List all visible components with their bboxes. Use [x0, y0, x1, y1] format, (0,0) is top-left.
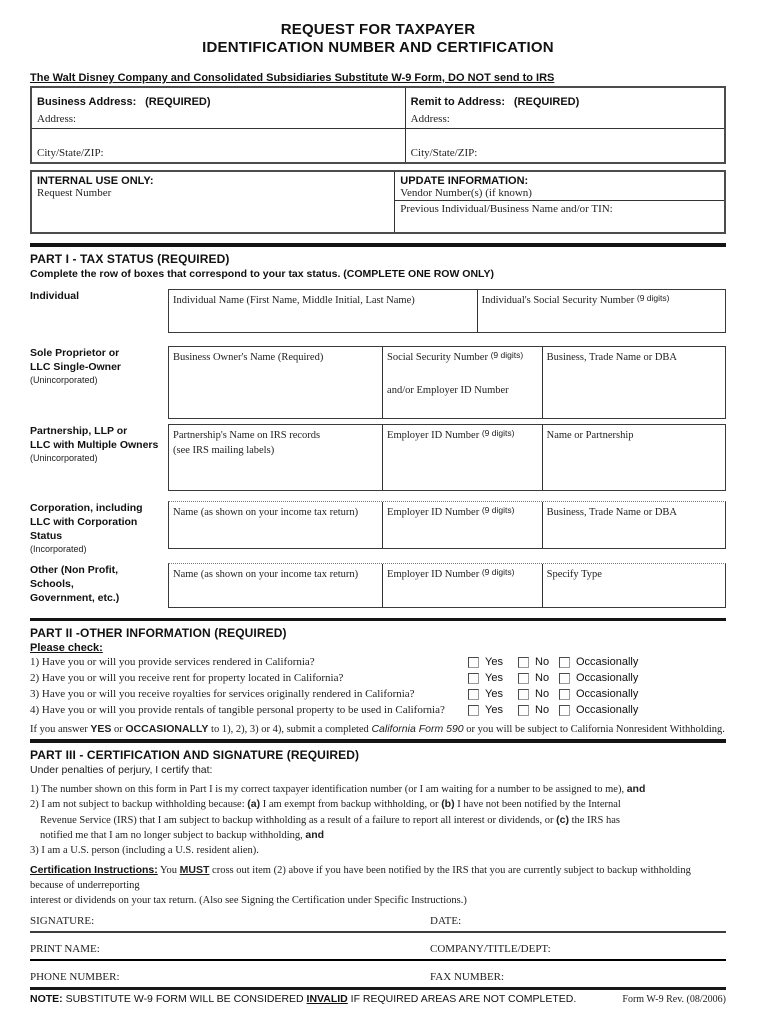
q4-occasionally-label: Occasionally: [576, 704, 639, 716]
remit-address-field-label: Address:: [410, 113, 450, 125]
partnership-name-cell[interactable]: Partnership's Name on IRS records (see IRS mailing labels): [169, 425, 383, 490]
remit-address-label: Remit to Address:: [410, 96, 505, 108]
footer-note: NOTE: SUBSTITUTE W-9 FORM WILL BE CONSIDERED INVALID IF REQUIRED AREAS ARE NOT COMPLETED.: [30, 993, 577, 1005]
individual-name-cell[interactable]: Individual Name (First Name, Middle Initial, Last Name): [169, 290, 478, 332]
part1-subheading: Complete the row of boxes that correspond to your tax status. (COMPLETE ONE ROW ONLY): [30, 267, 494, 280]
internal-use-table: [30, 170, 726, 234]
internal-use-cell[interactable]: [32, 172, 395, 232]
other-name-cell[interactable]: Name (as shown on your income tax return): [169, 564, 383, 607]
ein-digits-note: (9 digits): [481, 427, 515, 438]
ssn-digits-note: (9 digits): [636, 292, 670, 303]
other-ein-cell[interactable]: Employer ID Number (9 digits): [383, 564, 543, 607]
remit-address-cell[interactable]: [406, 88, 724, 129]
company-title-dept-label: COMPANY/TITLE/DEPT:: [430, 943, 551, 955]
q1-no-label: No: [535, 656, 550, 668]
q3-no-label: No: [535, 688, 550, 700]
part1-row-sole-proprietor: [30, 346, 726, 419]
certification-instructions: Certification Instructions: You MUST cross out item (2) above if you have been notified by the IRS that you are currently subject to backup withholding because of underreporting interest or dividends on your tax return. (Also see Signing the Certification under Specific Instructions.): [30, 864, 691, 906]
form-revision-label: Form W-9 Rev. (08/2006): [622, 994, 726, 1005]
q2-yes-label: Yes: [485, 672, 503, 684]
form-title: [30, 0, 726, 57]
partnership-alt-name-cell[interactable]: Name or Partnership: [546, 429, 634, 441]
date-label: DATE:: [430, 915, 462, 927]
corporation-dba-cell[interactable]: Business, Trade Name or DBA: [546, 506, 677, 518]
q3-occasionally-label: Occasionally: [576, 688, 639, 700]
remit-city-cell[interactable]: [406, 129, 724, 162]
previous-name-label: Previous Individual/Business Name and/or TIN:: [400, 203, 613, 215]
certification-item-2: 2) I am not subject to backup withholding because: (a) I am exempt from backup withholding, or (b) I have not been notified by the Internal: [30, 798, 621, 810]
sole-label-2: LLC Single-Owner: [30, 360, 122, 373]
print-name-row[interactable]: [30, 933, 726, 961]
sole-owner-name-cell[interactable]: Business Owner's Name (Required): [169, 347, 383, 418]
q3-no-checkbox[interactable]: [518, 689, 529, 700]
question-4-text: 4) Have you or will you provide rentals of tangible personal property to be used in California?: [30, 704, 445, 716]
california-form-590-ref: California Form 590: [371, 723, 464, 735]
business-address-required: (REQUIRED): [145, 96, 211, 108]
question-row-4: [30, 702, 726, 718]
signature-label: SIGNATURE:: [30, 915, 95, 927]
corporation-label-1: Corporation, including: [30, 501, 143, 514]
section-divider: [30, 243, 726, 247]
q3-yes-label: Yes: [485, 688, 503, 700]
question-row-1: [30, 654, 726, 670]
part1-row-partnership: [30, 424, 726, 491]
footer-note-row: [30, 990, 726, 1005]
q2-no-label: No: [535, 672, 550, 684]
q1-occasionally-label: Occasionally: [576, 656, 639, 668]
question-3-text: 3) Have you or will you receive royalties for services originally rendered in California?: [30, 688, 415, 700]
corporation-ein-cell[interactable]: Employer ID Number (9 digits): [383, 502, 543, 548]
invalid-emphasis: INVALID: [306, 993, 348, 1005]
question-row-2: [30, 670, 726, 686]
partnership-ein-cell[interactable]: Employer ID Number (9 digits): [383, 425, 543, 490]
part1-row-corporation: [30, 501, 726, 555]
question-1-text: 1) Have you or will you provide services rendered in California?: [30, 656, 315, 668]
question-row-3: [30, 686, 726, 702]
partnership-label-2: LLC with Multiple Owners: [30, 438, 159, 451]
sole-note: (Unincorporated): [30, 374, 98, 385]
q4-no-checkbox[interactable]: [518, 705, 529, 716]
certification-items: [30, 782, 726, 859]
internal-use-label: INTERNAL USE ONLY:: [37, 175, 154, 187]
partnership-note: (Unincorporated): [30, 452, 98, 463]
q1-yes-label: Yes: [485, 656, 503, 668]
signature-row[interactable]: [30, 915, 726, 933]
certification-item-1: 1) The number shown on this form in Part I is my correct taxpayer identification number (or I am waiting for a number to be assigned to me), and: [30, 782, 646, 795]
business-address-field-label: Address:: [37, 113, 77, 125]
vendor-number-label: Vendor Number(s) (if known): [400, 187, 532, 199]
ssn-digits-note: (9 digits): [490, 349, 524, 360]
sole-label-1: Sole Proprietor or: [30, 346, 120, 359]
disney-subtitle: The Walt Disney Company and Consolidated Subsidiaries Substitute W-9 Form, DO NOT send to IRS: [30, 72, 555, 84]
q3-yes-checkbox[interactable]: [468, 689, 479, 700]
individual-label: Individual: [30, 289, 80, 302]
remit-address-required: (REQUIRED): [513, 96, 580, 108]
q1-occasionally-checkbox[interactable]: [559, 657, 570, 668]
q3-occasionally-checkbox[interactable]: [559, 689, 570, 700]
ein-digits-note: (9 digits): [481, 504, 515, 515]
please-check-label: Please check:: [30, 642, 103, 654]
sole-dba-cell[interactable]: Business, Trade Name or DBA: [546, 351, 677, 363]
q4-yes-checkbox[interactable]: [468, 705, 479, 716]
phone-fax-row[interactable]: [30, 961, 726, 990]
update-info-cell: [395, 172, 724, 232]
q4-yes-label: Yes: [485, 704, 503, 716]
sole-ssn-ein-cell[interactable]: Social Security Number (9 digits) and/or Employer ID Number: [383, 347, 543, 418]
form-title-line1: REQUEST FOR TAXPAYER: [280, 21, 476, 38]
individual-ssn-cell[interactable]: Individual's Social Security Number (9 digits): [481, 292, 670, 306]
ein-digits-note: (9 digits): [481, 566, 515, 577]
corporation-name-cell[interactable]: Name (as shown on your income tax return): [169, 502, 383, 548]
update-info-label: UPDATE INFORMATION:: [400, 175, 529, 187]
other-specify-type-cell[interactable]: Specify Type: [546, 568, 602, 580]
other-label-1: Other (Non Profit, Schools,: [30, 563, 119, 590]
q4-occasionally-checkbox[interactable]: [559, 705, 570, 716]
corporation-note: (Incorporated): [30, 543, 87, 554]
business-address-cell[interactable]: [32, 88, 406, 129]
request-number-label: Request Number: [37, 187, 112, 199]
business-city-label: City/State/ZIP:: [37, 147, 104, 159]
part1-row-other: [30, 563, 726, 608]
certification-item-2-cont2: notified me that I am no longer subject to backup withholding, and: [40, 829, 325, 841]
fax-number-label: FAX NUMBER:: [430, 971, 505, 983]
partnership-label-1: Partnership, LLP or: [30, 424, 128, 437]
vendor-number-cell[interactable]: [395, 172, 724, 201]
form-title-line2: IDENTIFICATION NUMBER AND CERTIFICATION: [202, 39, 554, 56]
address-table: [30, 86, 726, 164]
question-2-text: 2) Have you or will you receive rent for property located in California?: [30, 672, 344, 684]
q2-yes-checkbox[interactable]: [468, 673, 479, 684]
q2-occasionally-label: Occasionally: [576, 672, 639, 684]
part2-heading: PART II -OTHER INFORMATION (REQUIRED): [30, 626, 287, 640]
q1-yes-checkbox[interactable]: [468, 657, 479, 668]
remit-city-label: City/State/ZIP:: [410, 147, 478, 159]
business-city-cell[interactable]: [32, 129, 406, 162]
part1-row-individual: [30, 289, 726, 333]
part1-heading: PART I - TAX STATUS (REQUIRED): [30, 251, 230, 266]
q2-no-checkbox[interactable]: [518, 673, 529, 684]
section-divider: [30, 618, 726, 622]
business-address-label: Business Address:: [37, 96, 137, 108]
previous-name-cell[interactable]: [395, 201, 724, 232]
section-divider: [30, 739, 726, 743]
certification-item-3: 3) I am a U.S. person (including a U.S. resident alien).: [30, 844, 259, 856]
other-label-2: Government, etc.): [30, 591, 120, 604]
phone-number-label: PHONE NUMBER:: [30, 971, 120, 983]
q4-no-label: No: [535, 704, 550, 716]
q1-no-checkbox[interactable]: [518, 657, 529, 668]
print-name-label: PRINT NAME:: [30, 943, 100, 955]
part2-footnote: If you answer YES or OCCASIONALLY to 1), 2), 3) or 4), submit a completed California Form 590 or you will be subject to California Nonresident Withholding.: [30, 723, 725, 735]
q2-occasionally-checkbox[interactable]: [559, 673, 570, 684]
part3-heading: PART III - CERTIFICATION AND SIGNATURE (REQUIRED): [30, 747, 360, 762]
certification-item-2-cont1: Revenue Service (IRS) that I am subject to backup withholding as a result of a failure to report all interest or dividends, or (c) the IRS has: [40, 813, 620, 826]
part3-intro: Under penalties of perjury, I certify that:: [30, 763, 213, 776]
sole-ein-label: and/or Employer ID Number: [387, 384, 509, 396]
corporation-label-2: LLC with Corporation Status: [30, 515, 138, 542]
